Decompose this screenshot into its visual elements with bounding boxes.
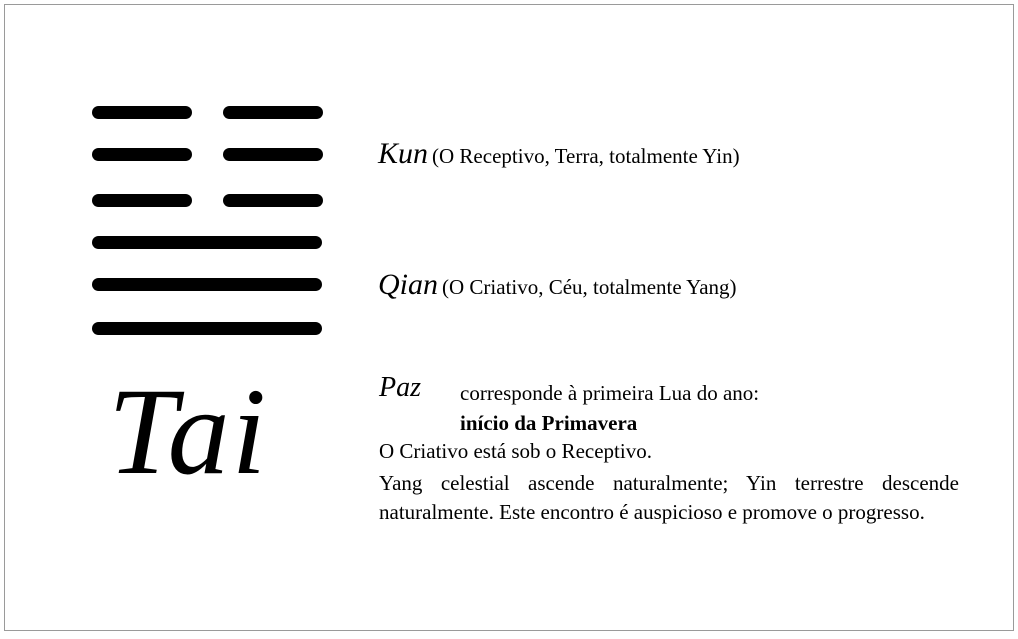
hexagram-line-3-solid [92, 236, 322, 250]
meaning-name: Paz [379, 372, 421, 403]
hexagram-title: Tai [108, 363, 269, 500]
meaning-season-text: corresponde à primeira Lua do ano: [460, 381, 760, 405]
upper-trigram-name: Kun [378, 137, 429, 170]
hexagram-line-4-broken [92, 194, 322, 208]
hexagram-tai-icon [92, 106, 324, 338]
meaning-paragraph-2: Yang celestial ascende naturalmente; Yin terrestre descende naturalmente. Este encontro é auspicioso e promove o progresso. [379, 471, 959, 524]
hexagram-line-5-broken [92, 148, 322, 162]
meaning-season-bold: início da Primavera [460, 411, 638, 435]
meaning-paragraph-1: O Criativo está sob o Receptivo. [379, 439, 652, 463]
hexagram-line-1-solid [92, 322, 322, 336]
lower-trigram-description: (O Criativo, Céu, totalmente Yang) [442, 275, 737, 299]
upper-trigram-description: (O Receptivo, Terra, totalmente Yin) [432, 144, 740, 168]
hexagram-line-6-broken [92, 106, 322, 120]
lower-trigram-name: Qian [378, 268, 438, 301]
lower-trigram-label [378, 270, 737, 300]
hexagram-line-2-solid [92, 278, 322, 292]
upper-trigram-label [378, 139, 740, 169]
